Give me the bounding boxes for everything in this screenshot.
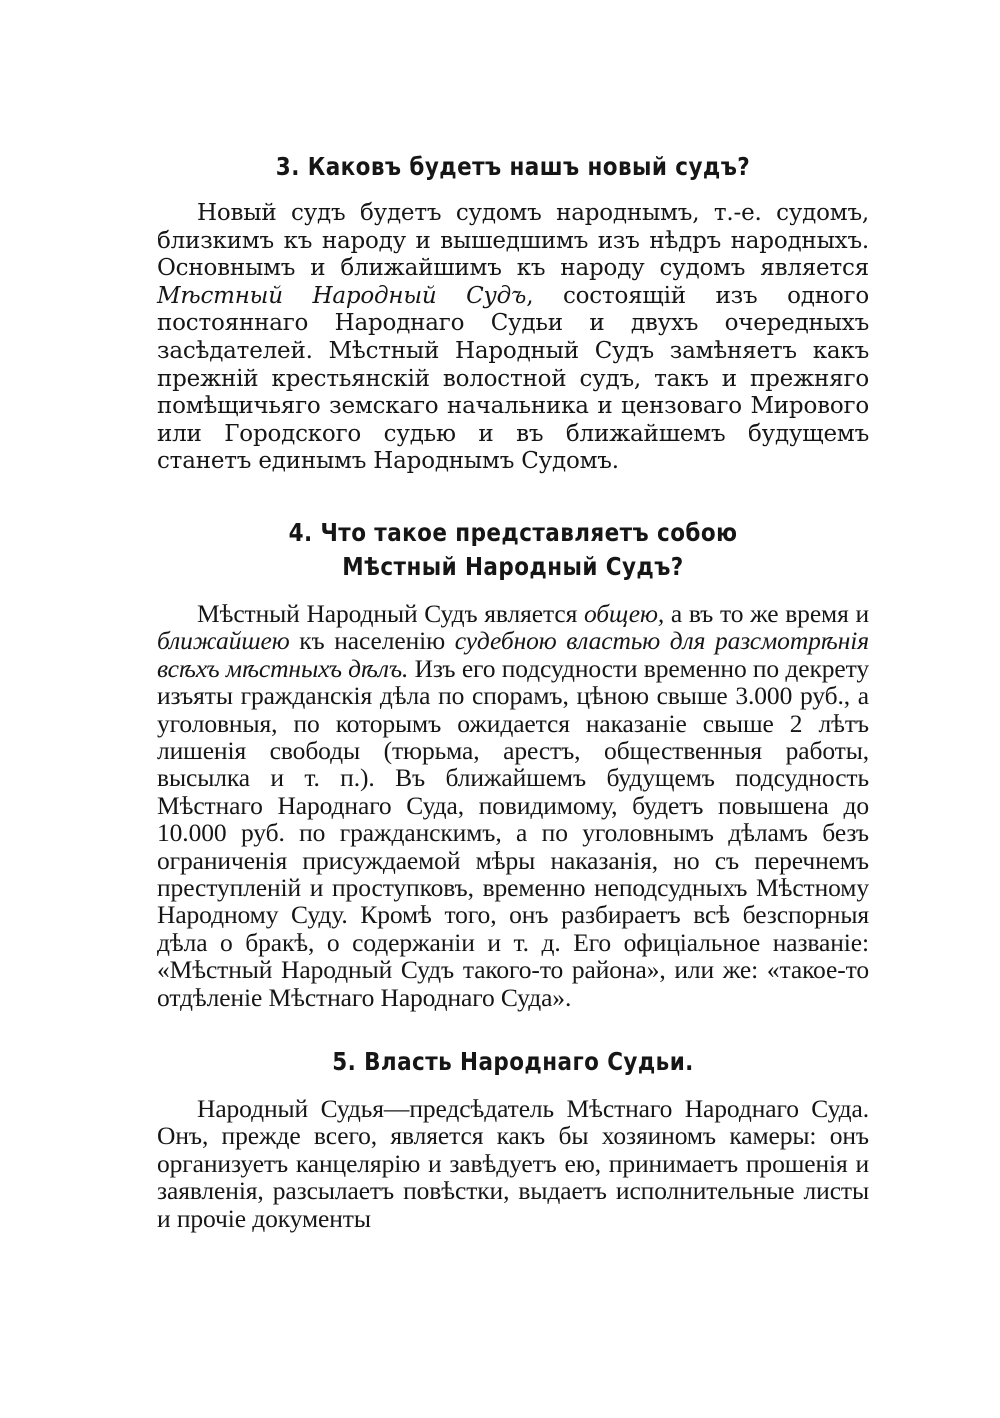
section-5-heading: 5. Власть Народнаго Судьи. bbox=[332, 1047, 694, 1077]
section-4-paragraph: Мѣстный Народный Судъ является общею, а въ то же время и ближайшею къ населенію судебною властью для разсмотрѣнія всѣхъ мѣстныхъ дѣлъ. Изъ его подсудности временно по декрету изъяты гражданскія дѣла по спорамъ, цѣною свыше 3.000 руб., а уголовныя, по которымъ ожидается наказаніе свыше 2 лѣтъ лишенія свободы (тюрьма, арестъ, общественныя работы, высылка и т. п.). Въ ближайшемъ будущемъ подсудность Мѣстнаго Народнаго Суда, повидимому, будетъ повышена до 10.000 руб. по гражданскимъ, а по уголовнымъ дѣламъ безъ ограниченія присуждаемой мѣры наказанія, но съ перечнемъ преступленій и проступковъ, временно неподсудныхъ Мѣстному Народному Суду. Кромѣ того, онъ разбираетъ всѣ безспорныя дѣла о бракѣ, о содержаніи и т. д. Его офиціальное названіе: «Мѣстный Народный Судъ такого-то района», или же: «такое-то отдѣленіе Мѣстнаго Народнаго Суда». bbox=[157, 598, 869, 1012]
section-5-paragraph: Народный Судья—предсѣдатель Мѣстнаго Народнаго Суда. Онъ, прежде всего, является какъ бы хозяиномъ камеры: онъ организуетъ канцелярію и завѣдуетъ ею, принимаетъ прошенія и заявленія, разсылаетъ повѣстки, выдаетъ исполнительные листы и прочіе документы bbox=[157, 1094, 869, 1233]
section-3-paragraph: Новый судъ будетъ судомъ народнымъ, т.-е. судомъ, близкимъ къ народу и вышедшимъ изъ нѣдръ народныхъ. Основнымъ и ближайшимъ къ народу судомъ является Мѣстный Народный Судъ, состоящій изъ одного постояннаго Народнаго Судьи и двухъ очередныхъ засѣдателей. Мѣстный Народный Судъ замѣняетъ какъ прежній крестьянскій волостной судъ, такъ и прежняго помѣщичьяго земскаго начальника и цензоваго Мирового или Городского судью и въ ближайшемъ будущемъ станетъ единымъ Народнымъ Судомъ. bbox=[157, 200, 869, 475]
section-3 bbox=[157, 150, 869, 476]
emphasis-court-name: Мѣстный Народный Судъ bbox=[157, 282, 527, 309]
document-page bbox=[157, 150, 869, 1232]
section-4-heading: 4. Что такое представляетъ собою Мѣстный Народный Судъ? bbox=[288, 517, 738, 581]
section-4 bbox=[157, 516, 869, 1011]
section-3-heading: 3. Каковъ будетъ нашъ новый судъ? bbox=[275, 152, 751, 181]
section-5 bbox=[157, 1045, 869, 1232]
